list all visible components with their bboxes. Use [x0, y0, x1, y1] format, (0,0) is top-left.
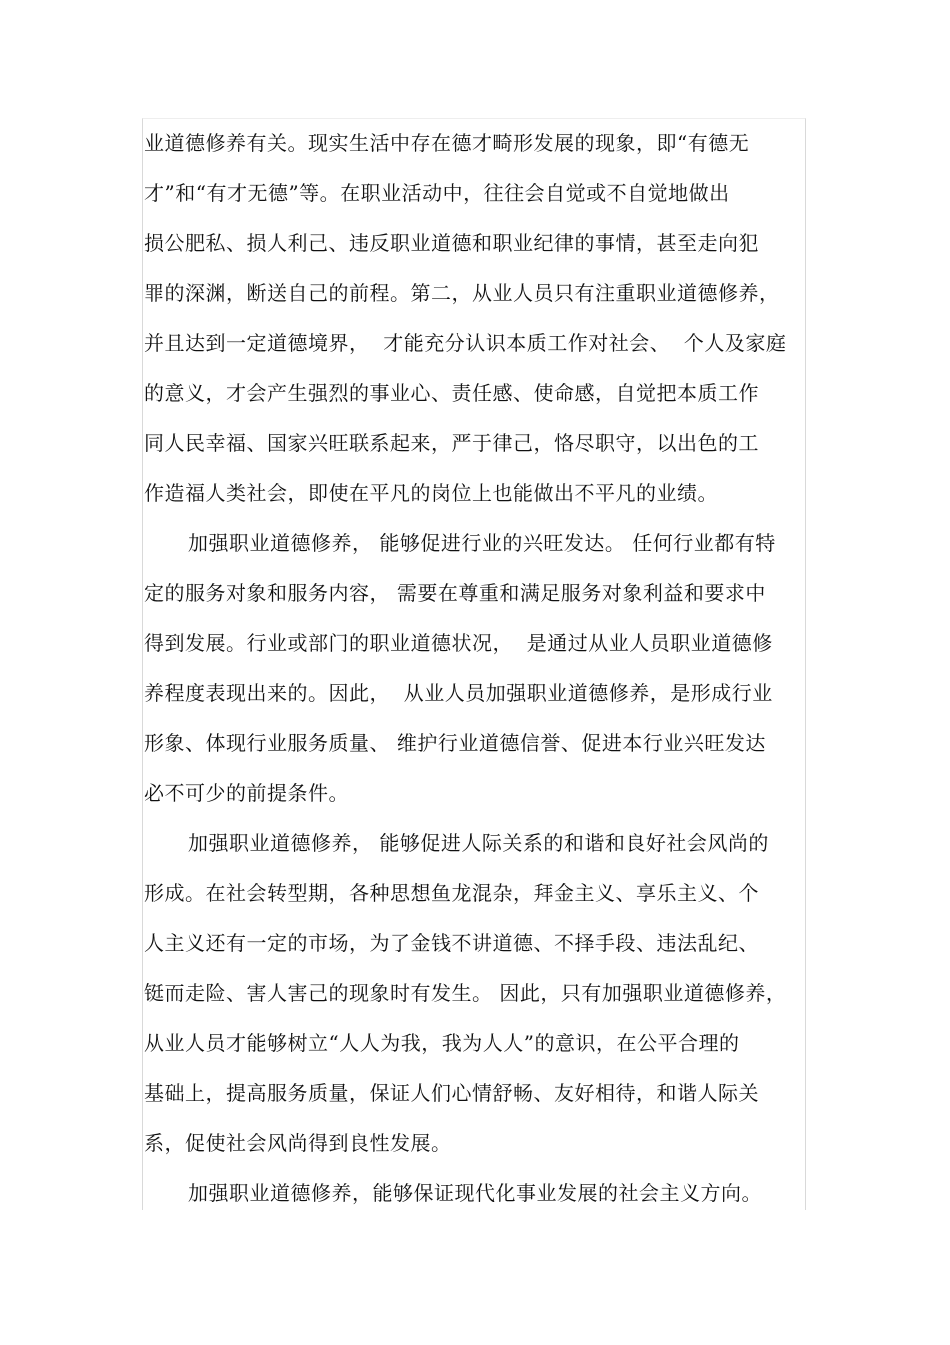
- text-line: 的意义，才会产生强烈的事业心、责任感、使命感，自觉把本质工作: [144, 381, 759, 405]
- text-line: 人主义还有一定的市场，为了金钱不讲道德、不择手段、违法乱纪、: [144, 931, 759, 955]
- paragraph-first-line: 加强职业道德修养， 能够促进人际关系的和谐和良好社会风尚的: [188, 831, 769, 855]
- text-line: 系，促使社会风尚得到良性发展。: [144, 1131, 452, 1155]
- text-line: 业道德修养有关。现实生活中存在德才畸形发展的现象，即“有德无: [144, 131, 750, 155]
- text-line: 基础上，提高服务质量，保证人们心情舒畅、友好相待，和谐人际关: [144, 1081, 759, 1105]
- text-line: 才”和“有才无德”等。在职业活动中，往往会自觉或不自觉地做出: [144, 181, 730, 205]
- text-line: 从业人员才能够树立“人人为我，我为人人”的意识，在公平合理的: [144, 1031, 740, 1055]
- text-line: 得到发展。行业或部门的职业道德状况， 是通过从业人员职业道德修: [144, 631, 773, 655]
- paragraph-first-line: 加强职业道德修养，能够保证现代化事业发展的社会主义方向。: [188, 1181, 762, 1205]
- text-line: 铤而走险、害人害己的现象时有发生。 因此，只有加强职业道德修养，: [144, 981, 787, 1005]
- text-line: 形象、体现行业服务质量、 维护行业道德信誉、促进本行业兴旺发达: [144, 731, 766, 755]
- text-line: 损公肥私、损人利己、违反职业道德和职业纪律的事情，甚至走向犯: [144, 231, 759, 255]
- text-line: 罪的深渊，断送自己的前程。第二，从业人员只有注重职业道德修养，: [144, 281, 780, 305]
- text-line: 必不可少的前提条件。: [144, 781, 349, 805]
- text-line: 养程度表现出来的。因此， 从业人员加强职业道德修养，是形成行业: [144, 681, 773, 705]
- paragraph-first-line: 加强职业道德修养， 能够促进行业的兴旺发达。 任何行业都有特: [188, 531, 776, 555]
- document-body: [144, 118, 804, 1218]
- text-line: 形成。在社会转型期，各种思想鱼龙混杂，拜金主义、享乐主义、个: [144, 881, 759, 905]
- text-line: 并且达到一定道德境界， 才能充分认识本质工作对社会、 个人及家庭: [144, 331, 787, 355]
- text-line: 定的服务对象和服务内容， 需要在尊重和满足服务对象利益和要求中: [144, 581, 766, 605]
- text-line: 作造福人类社会，即使在平凡的岗位上也能做出不平凡的业绩。: [144, 481, 718, 505]
- text-line: 同人民幸福、国家兴旺联系起来，严于律己，恪尽职守，以出色的工: [144, 431, 759, 455]
